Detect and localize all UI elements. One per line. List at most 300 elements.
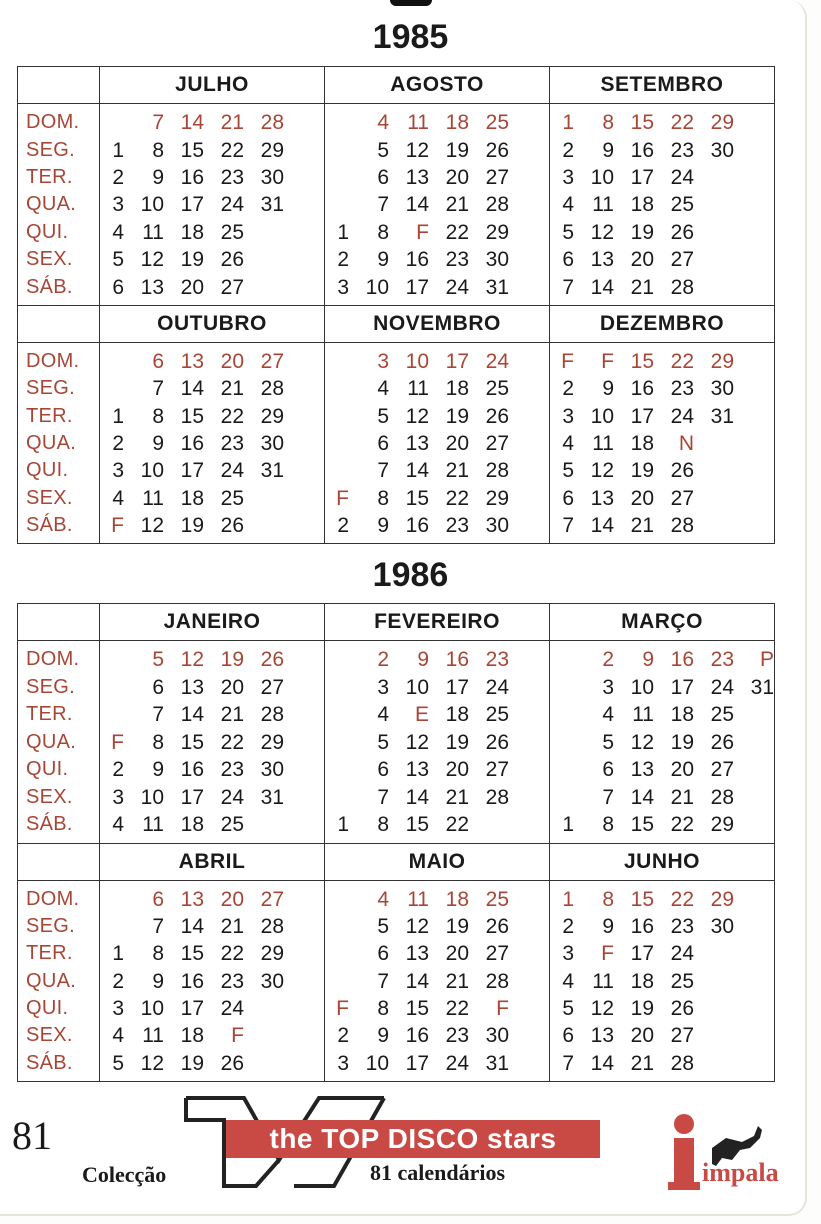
day-cell: 7 [377, 193, 389, 217]
day-cell [325, 457, 349, 484]
brand-banner: the TOP DISCO stars [226, 1120, 600, 1158]
day-cell [734, 164, 774, 191]
month-fevereiro [324, 604, 549, 843]
day-cell [325, 886, 349, 913]
day-cell: F [496, 997, 509, 1021]
day-cell: 9 [377, 513, 389, 537]
day-cell: 3 [562, 942, 574, 966]
weekday-row [550, 512, 774, 539]
day-cell: 7 [602, 785, 614, 809]
day-cell [509, 968, 549, 995]
day-cell: 5 [377, 730, 389, 754]
day-cell: 19 [220, 648, 244, 672]
weekday-row [325, 191, 549, 218]
weekday-row [550, 811, 774, 838]
weekday-row [325, 348, 549, 375]
day-cell: 23 [445, 248, 469, 272]
day-cell: 15 [405, 997, 429, 1021]
day-cell: 8 [377, 997, 389, 1021]
day-cell: 22 [670, 350, 694, 374]
day-cell: E [414, 703, 429, 727]
day-cell: 10 [365, 1051, 389, 1075]
day-cell: 28 [710, 785, 734, 809]
day-cell: N [678, 431, 694, 455]
day-cell: 2 [337, 1024, 349, 1048]
day-cell [694, 246, 734, 273]
day-cell: 15 [180, 404, 204, 428]
day-cell [734, 1050, 774, 1077]
blank-header-cell [18, 67, 99, 104]
day-cell: 28 [485, 969, 509, 993]
day-cell: 20 [670, 758, 694, 782]
day-cell: 27 [485, 758, 509, 782]
publisher-name: impala [702, 1158, 779, 1187]
day-cell [694, 485, 734, 512]
weekday-label: DOM. [26, 648, 80, 671]
day-cell: 17 [180, 997, 204, 1021]
day-cell [325, 913, 349, 940]
day-cell: 27 [670, 1024, 694, 1048]
day-cell: 5 [112, 1051, 124, 1075]
weekday-row [550, 348, 774, 375]
day-cell: 11 [632, 703, 654, 727]
day-cell: 11 [407, 887, 429, 911]
day-cell: 11 [142, 220, 164, 244]
weekday-row [100, 1050, 324, 1077]
day-cell: 31 [710, 404, 734, 428]
day-cell [734, 191, 774, 218]
day-cell: 20 [220, 887, 244, 911]
weekday-row [325, 137, 549, 164]
day-cell: 12 [140, 513, 164, 537]
day-cell: 16 [405, 1024, 429, 1048]
weekday-labels-column [18, 67, 100, 305]
day-cell [509, 756, 549, 783]
day-cell: 3 [377, 350, 389, 374]
weekday-row [100, 674, 324, 701]
weekday-row [325, 646, 549, 673]
day-cell [509, 274, 549, 301]
weekday-row [325, 995, 549, 1022]
month-header: AGOSTO [325, 67, 549, 104]
day-cell: P [759, 648, 774, 672]
day-cell [325, 109, 349, 136]
day-cell [325, 646, 349, 673]
day-cell [694, 164, 734, 191]
day-cell [100, 646, 124, 673]
day-cell: 14 [590, 513, 614, 537]
day-cell: 18 [630, 969, 654, 993]
weekday-label: QUA. [26, 969, 77, 992]
month-header: DEZEMBRO [550, 306, 774, 343]
weekday-row [325, 274, 549, 301]
weekday-label: DOM. [26, 887, 80, 910]
day-cell: 3 [602, 675, 614, 699]
day-cell: 12 [590, 459, 614, 483]
weekday-row [100, 457, 324, 484]
day-cell: 13 [590, 1024, 614, 1048]
day-cell: 30 [710, 138, 734, 162]
day-cell: 9 [377, 1024, 389, 1048]
day-cell: 7 [377, 969, 389, 993]
weekday-row [100, 784, 324, 811]
day-cell: 17 [630, 404, 654, 428]
collection-label: Colecção [82, 1162, 167, 1187]
day-cell: 16 [630, 377, 654, 401]
day-cell: 28 [485, 785, 509, 809]
day-cell: 23 [670, 138, 694, 162]
day-cell: 7 [562, 513, 574, 537]
month-header: MAIO [325, 844, 549, 881]
day-cell: 6 [602, 758, 614, 782]
day-cell: 14 [590, 1051, 614, 1075]
day-cell: 19 [180, 513, 204, 537]
day-cell [509, 430, 549, 457]
day-cell [509, 348, 549, 375]
day-cell: 23 [485, 648, 509, 672]
day-cell [244, 274, 284, 301]
day-cell: 6 [152, 350, 164, 374]
day-cell: 20 [445, 942, 469, 966]
day-cell: 9 [417, 648, 429, 672]
day-cell: 5 [562, 220, 574, 244]
day-cell [509, 674, 549, 701]
day-cell: 23 [445, 1024, 469, 1048]
day-cell: 4 [112, 1024, 124, 1048]
day-cell [550, 756, 574, 783]
day-cell: 19 [630, 997, 654, 1021]
day-cell: 15 [630, 111, 654, 135]
day-cell [509, 485, 549, 512]
day-cell: 30 [260, 969, 284, 993]
day-cell: 21 [630, 513, 654, 537]
weekday-label: SEG. [26, 675, 75, 698]
month-header: FEVEREIRO [325, 604, 549, 641]
weekday-row [100, 886, 324, 913]
weekday-row [100, 109, 324, 136]
day-cell: 4 [562, 193, 574, 217]
day-cell [509, 811, 549, 838]
day-cell: 10 [590, 166, 614, 190]
day-cell: 3 [562, 404, 574, 428]
day-cell [734, 995, 774, 1022]
day-cell: 17 [630, 942, 654, 966]
day-cell: 4 [562, 431, 574, 455]
day-cell: 22 [445, 813, 469, 837]
day-cell: 8 [152, 942, 164, 966]
day-cell: 14 [405, 785, 429, 809]
day-cell [100, 913, 124, 940]
weekday-row [325, 403, 549, 430]
day-cell [509, 457, 549, 484]
weekday-label: SÁB. [26, 275, 73, 298]
day-cell: 11 [142, 1024, 164, 1048]
weekday-row [550, 109, 774, 136]
day-cell: 15 [180, 138, 204, 162]
day-cell: 26 [485, 404, 509, 428]
day-cell: 29 [485, 220, 509, 244]
day-cell: 9 [152, 166, 164, 190]
day-cell [284, 784, 324, 811]
weekday-label: SEG. [26, 138, 75, 161]
weekday-row [100, 512, 324, 539]
day-cell: 31 [260, 459, 284, 483]
day-cell: 15 [405, 486, 429, 510]
day-cell: 2 [377, 648, 389, 672]
month-maio [324, 844, 549, 1082]
day-cell: 23 [220, 166, 244, 190]
weekday-row [100, 1022, 324, 1049]
weekday-row [550, 403, 774, 430]
day-cell: 20 [630, 1024, 654, 1048]
day-cell: 2 [562, 377, 574, 401]
weekday-label: SÁB. [26, 813, 73, 836]
day-cell: 31 [485, 275, 509, 299]
weekday-label: SEG. [26, 377, 75, 400]
day-cell: 30 [260, 431, 284, 455]
day-cell: 9 [377, 248, 389, 272]
day-cell: 28 [260, 111, 284, 135]
day-cell [550, 701, 574, 728]
day-cell [244, 219, 284, 246]
weekday-label: SEX. [26, 486, 73, 509]
day-cell: 3 [112, 785, 124, 809]
day-cell [734, 940, 774, 967]
day-cell: 19 [180, 1051, 204, 1075]
day-cell [734, 109, 774, 136]
day-cell: 10 [140, 785, 164, 809]
day-cell: 1 [337, 220, 349, 244]
day-cell [284, 375, 324, 402]
weekday-row [550, 701, 774, 728]
day-cell: 16 [180, 166, 204, 190]
day-cell [325, 968, 349, 995]
day-cell: 18 [180, 220, 204, 244]
calendars-count-label: 81 calendários [370, 1160, 506, 1185]
day-cell [509, 784, 549, 811]
day-cell: 25 [710, 703, 734, 727]
weekday-row [325, 457, 549, 484]
day-cell: 4 [562, 969, 574, 993]
day-cell: 2 [112, 969, 124, 993]
day-cell [509, 646, 549, 673]
day-cell: 22 [220, 138, 244, 162]
day-cell: 25 [670, 969, 694, 993]
day-cell: 28 [485, 459, 509, 483]
day-cell: 26 [220, 513, 244, 537]
weekday-row [550, 756, 774, 783]
day-cell [284, 811, 324, 838]
day-cell: 7 [152, 915, 164, 939]
day-cell: 7 [377, 459, 389, 483]
day-cell [734, 219, 774, 246]
weekday-row [550, 646, 774, 673]
day-cell: 15 [630, 350, 654, 374]
day-cell: 17 [180, 459, 204, 483]
day-cell: 10 [140, 193, 164, 217]
weekday-row [550, 968, 774, 995]
day-cell: 29 [485, 486, 509, 510]
day-cell: 16 [670, 648, 694, 672]
day-cell: 19 [630, 220, 654, 244]
month-março [549, 604, 774, 843]
weekday-row [550, 191, 774, 218]
day-cell: 10 [365, 275, 389, 299]
day-cell: 17 [180, 785, 204, 809]
day-cell: 11 [407, 377, 429, 401]
day-cell: 27 [260, 675, 284, 699]
day-cell: 10 [630, 675, 654, 699]
day-cell: 22 [220, 730, 244, 754]
day-cell: 26 [260, 648, 284, 672]
day-cell: 28 [260, 915, 284, 939]
day-cell: 9 [602, 377, 614, 401]
day-cell [509, 375, 549, 402]
day-cell [509, 403, 549, 430]
day-cell: 6 [152, 675, 164, 699]
weekday-row [100, 646, 324, 673]
day-cell [694, 940, 734, 967]
day-cell: 21 [220, 915, 244, 939]
day-cell: 25 [485, 111, 509, 135]
day-cell: 12 [405, 404, 429, 428]
day-cell: 21 [220, 111, 244, 135]
day-cell: 29 [710, 813, 734, 837]
day-cell: 13 [180, 675, 204, 699]
day-cell: 20 [445, 166, 469, 190]
day-cell: 31 [485, 1051, 509, 1075]
day-cell [325, 940, 349, 967]
weekday-label: SÁB. [26, 1051, 73, 1074]
weekday-row [100, 913, 324, 940]
day-cell: 17 [180, 193, 204, 217]
day-cell [734, 701, 774, 728]
weekday-row [550, 1050, 774, 1077]
day-cell: 4 [112, 813, 124, 837]
day-cell [550, 674, 574, 701]
day-cell: 28 [670, 1051, 694, 1075]
day-cell [325, 164, 349, 191]
day-cell [244, 1022, 284, 1049]
day-cell [509, 246, 549, 273]
weekday-row [325, 940, 549, 967]
day-cell [284, 348, 324, 375]
day-cell: 15 [405, 813, 429, 837]
day-cell: 3 [112, 459, 124, 483]
day-cell: 9 [152, 431, 164, 455]
day-cell: 22 [670, 813, 694, 837]
day-cell: 31 [260, 785, 284, 809]
day-cell: 28 [485, 193, 509, 217]
day-cell: F [111, 730, 124, 754]
day-cell: 18 [445, 703, 469, 727]
day-cell: 5 [377, 915, 389, 939]
day-cell: 25 [485, 377, 509, 401]
day-cell [100, 701, 124, 728]
day-cell: 2 [112, 431, 124, 455]
weekday-row [325, 913, 549, 940]
day-cell [734, 784, 774, 811]
weekday-row [325, 164, 549, 191]
day-cell: 4 [112, 486, 124, 510]
weekday-label: QUI. [26, 997, 69, 1020]
day-cell: 26 [710, 730, 734, 754]
day-cell: 19 [180, 248, 204, 272]
day-cell: 16 [180, 758, 204, 782]
day-cell: 24 [485, 350, 509, 374]
calendar-grid-1985 [17, 66, 775, 544]
card-number: 81 [12, 1113, 52, 1158]
day-cell: 23 [445, 513, 469, 537]
day-cell [284, 512, 324, 539]
day-cell: 31 [260, 193, 284, 217]
day-cell: 20 [630, 248, 654, 272]
day-cell: 4 [377, 887, 389, 911]
day-cell: 29 [260, 730, 284, 754]
day-cell [734, 274, 774, 301]
day-cell [325, 756, 349, 783]
day-cell: 16 [180, 431, 204, 455]
day-cell: 22 [445, 997, 469, 1021]
weekday-row [550, 729, 774, 756]
day-cell: 18 [180, 813, 204, 837]
day-cell: 22 [220, 404, 244, 428]
day-cell: 5 [377, 138, 389, 162]
day-cell: 13 [630, 758, 654, 782]
day-cell [550, 646, 574, 673]
calendar-grid-1986 [17, 603, 775, 1082]
day-cell [734, 811, 774, 838]
weekday-row [550, 913, 774, 940]
day-cell [325, 430, 349, 457]
day-cell: 19 [445, 138, 469, 162]
day-cell: 19 [630, 459, 654, 483]
day-cell [325, 348, 349, 375]
day-cell: 6 [562, 486, 574, 510]
day-cell: 5 [112, 248, 124, 272]
day-cell: 22 [445, 486, 469, 510]
day-cell: 21 [445, 969, 469, 993]
day-cell: 4 [112, 220, 124, 244]
day-cell: 14 [405, 969, 429, 993]
day-cell: 27 [710, 758, 734, 782]
weekday-label: SEG. [26, 915, 75, 938]
day-cell: F [561, 350, 574, 374]
day-cell: 6 [377, 166, 389, 190]
day-cell: 24 [670, 166, 694, 190]
weekday-label: SÁB. [26, 513, 73, 536]
quarter-row [18, 843, 774, 1082]
day-cell: 9 [642, 648, 654, 672]
day-cell [734, 430, 774, 457]
day-cell: 11 [142, 486, 164, 510]
day-cell: 15 [180, 942, 204, 966]
day-cell: 8 [152, 138, 164, 162]
day-cell: 3 [337, 1051, 349, 1075]
day-cell [550, 729, 574, 756]
month-outubro [100, 306, 324, 543]
day-cell: 8 [377, 220, 389, 244]
day-cell: 30 [710, 377, 734, 401]
day-cell [734, 348, 774, 375]
day-cell: 3 [562, 166, 574, 190]
day-cell [509, 1022, 549, 1049]
day-cell [734, 403, 774, 430]
day-cell: 2 [337, 248, 349, 272]
day-cell: 21 [670, 785, 694, 809]
day-cell: 21 [445, 193, 469, 217]
weekday-row [325, 784, 549, 811]
